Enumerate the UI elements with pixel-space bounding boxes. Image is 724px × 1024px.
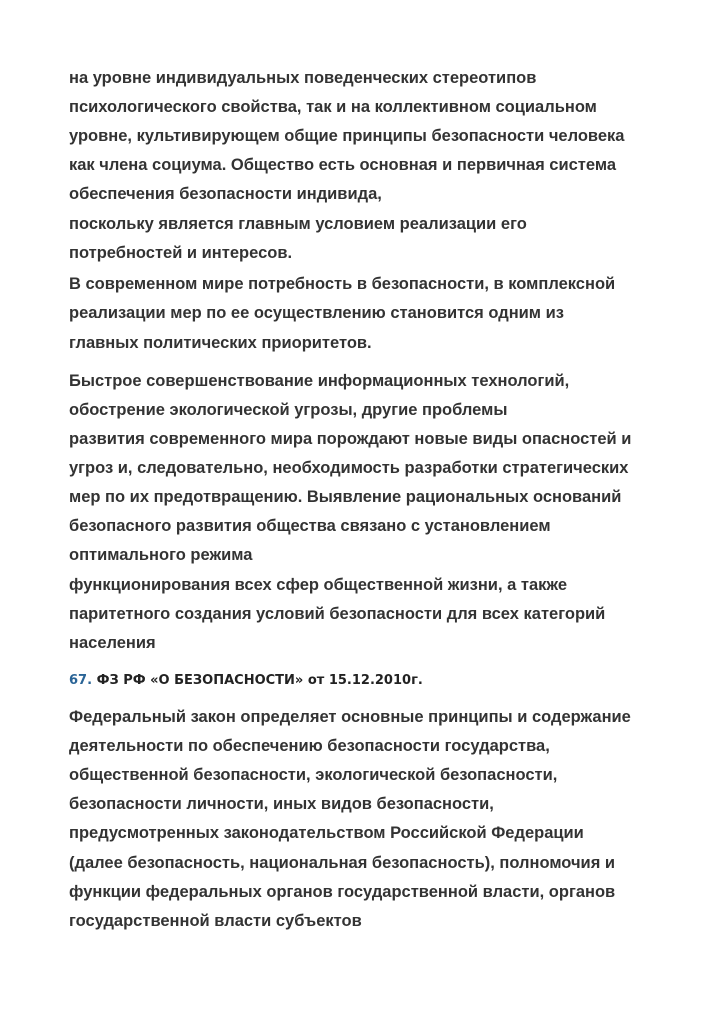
text-line: оптимального режима [69,546,253,564]
text-line: обострение экологической угрозы, другие проблемы [69,401,508,419]
text-line: государственной власти субъектов [69,912,362,930]
text-line: паритетного создания условий безопасности для всех категорий [69,605,606,623]
text-line: функционирования всех сфер общественной жизни, а также [69,576,568,594]
text-line: безопасности личности, иных видов безопасности, [69,795,494,813]
text-line: угроз и, следовательно, необходимость разработки стратегических [69,459,629,477]
text-line: психологического свойства, так и на коллективном социальном [69,98,597,116]
text-line: населения [69,634,156,652]
section-heading [69,672,423,690]
text-line: (далее безопасность, национальная безопасность), полномочия и [69,854,616,872]
text-line: безопасного развития общества связано с установлением [69,517,551,535]
text-line: Быстрое совершенствование информационных технологий, [69,372,570,390]
text-line: функции федеральных органов государственной власти, органов [69,883,616,901]
text-line: реализации мер по ее осуществлению становится одним из [69,304,564,322]
text-line: предусмотренных законодательством Российской Федерации [69,824,584,842]
section-title: ФЗ РФ «О БЕЗОПАСНОСТИ» от 15.12.2010г. [96,673,423,688]
text-line: В современном мире потребность в безопасности, в комплексной [69,275,616,293]
text-line: на уровне индивидуальных поведенческих стереотипов [69,69,537,87]
text-line: деятельности по обеспечению безопасности государства, [69,737,550,755]
text-line: главных политических приоритетов. [69,334,372,352]
text-line: развития современного мира порождают новые виды опасностей и [69,430,632,448]
section-number: 67. [69,673,93,688]
text-line: поскольку является главным условием реализации его [69,215,527,233]
text-line: обеспечения безопасности индивида, [69,185,382,203]
text-line: мер по их предотвращению. Выявление рациональных оснований [69,488,622,506]
text-line: Федеральный закон определяет основные принципы и содержание [69,708,631,726]
text-line: общественной безопасности, экологической безопасности, [69,766,558,784]
text-line: уровне, культивирующем общие принципы безопасности человека [69,127,625,145]
text-line: как члена социума. Общество есть основная и первичная система [69,156,617,174]
text-line: потребностей и интересов. [69,244,293,262]
